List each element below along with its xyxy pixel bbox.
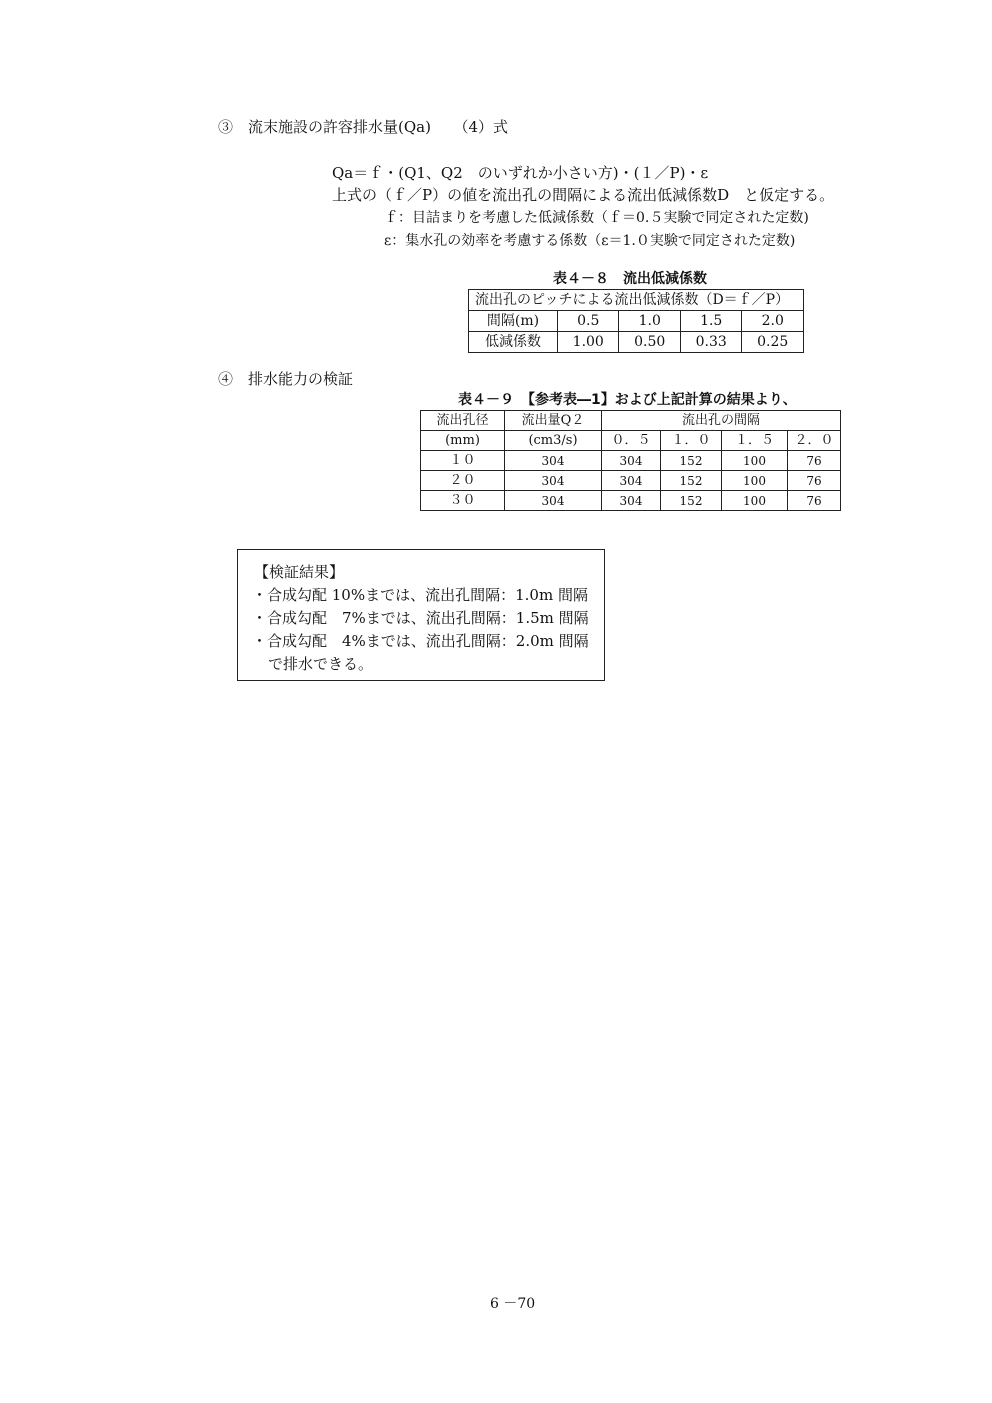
table48-row-label: 間隔(m) [469, 311, 558, 332]
table49-col-diameter: 流出孔径 [421, 411, 505, 431]
table48-cell: 0.50 [619, 332, 680, 353]
table-row [421, 451, 841, 471]
table49-col-flow: 流出量Q２ [505, 411, 602, 431]
table49-col-flow-unit: (cm3/s) [505, 431, 602, 451]
table49-value: 152 [661, 451, 722, 471]
result-line: で排水できる。 [268, 655, 374, 673]
table49-spacing-header: ２．０ [788, 431, 841, 451]
table49-value: 304 [602, 451, 661, 471]
table49-value: 304 [602, 471, 661, 491]
table48-row-interval [469, 311, 804, 332]
result-line: ・合成勾配 4%までは、流出孔間隔：2.0m 間隔 [252, 632, 589, 650]
section4-heading: ④ 排水能力の検証 [218, 370, 354, 388]
table49-diameter: ３０ [421, 491, 505, 511]
table48-header: 流出孔のピッチによる流出低減係数（D＝ｆ／P） [469, 290, 804, 311]
table48-row-label: 低減係数 [469, 332, 558, 353]
table49-value: 304 [602, 491, 661, 511]
table48-cell: 0.25 [742, 332, 804, 353]
table49-spacing-header: １．５ [722, 431, 788, 451]
result-line: ・合成勾配 10%までは、流出孔間隔：1.0m 間隔 [252, 586, 588, 604]
table48-cell: 1.5 [680, 311, 741, 332]
table49-flow: 304 [505, 491, 602, 511]
table49-title: 表４－９ 【参考表―1】および上記計算の結果より、 [458, 392, 797, 408]
page-number: 6 －70 [490, 1296, 536, 1312]
table49-value: 152 [661, 491, 722, 511]
table49-value: 100 [722, 451, 788, 471]
definition-f: ｆ：目詰まりを考慮した低減係数（ｆ＝0.５実験で同定された定数) [384, 210, 809, 226]
table48-title: 表４－８ 流出低減係数 [553, 271, 707, 287]
table49-flow: 304 [505, 471, 602, 491]
table49-value: 100 [722, 471, 788, 491]
table49-value: 76 [788, 491, 841, 511]
table49-flow: 304 [505, 451, 602, 471]
definition-epsilon: ε：集水孔の効率を考慮する係数（ε＝1.０実験で同定された定数) [384, 233, 796, 249]
table48-row-coefficient [469, 332, 804, 353]
formula-note: 上式の（ｆ／P）の値を流出孔の間隔による流出低減係数D と仮定する。 [332, 186, 835, 204]
table49-diameter: １０ [421, 451, 505, 471]
table49-value: 100 [722, 491, 788, 511]
table48-cell: 0.5 [558, 311, 619, 332]
table-row [421, 491, 841, 511]
table49-value: 76 [788, 451, 841, 471]
table48-cell: 2.0 [742, 311, 804, 332]
table49-value: 76 [788, 471, 841, 491]
result-box [237, 549, 605, 681]
result-line: ・合成勾配 7%までは、流出孔間隔：1.5m 間隔 [252, 609, 589, 627]
table49-col-diameter-unit: (mm) [421, 431, 505, 451]
formula: Qa＝ｆ・(Q1、Q2 のいずれか小さい方)・(１／P)・ε [332, 164, 709, 182]
table48-cell: 1.0 [619, 311, 680, 332]
table49-value: 152 [661, 471, 722, 491]
table48-cell: 0.33 [680, 332, 741, 353]
table49-col-spacing: 流出孔の間隔 [602, 411, 841, 431]
table49-spacing-header: １．０ [661, 431, 722, 451]
table-row [421, 471, 841, 491]
table49-diameter: ２０ [421, 471, 505, 491]
table49 [420, 410, 841, 511]
table49-spacing-header: ０．５ [602, 431, 661, 451]
table48 [468, 289, 804, 353]
section3-heading: ③ 流末施設の許容排水量(Qa) （4）式 [218, 118, 508, 136]
result-title: 【検証結果】 [254, 563, 345, 581]
table48-cell: 1.00 [558, 332, 619, 353]
